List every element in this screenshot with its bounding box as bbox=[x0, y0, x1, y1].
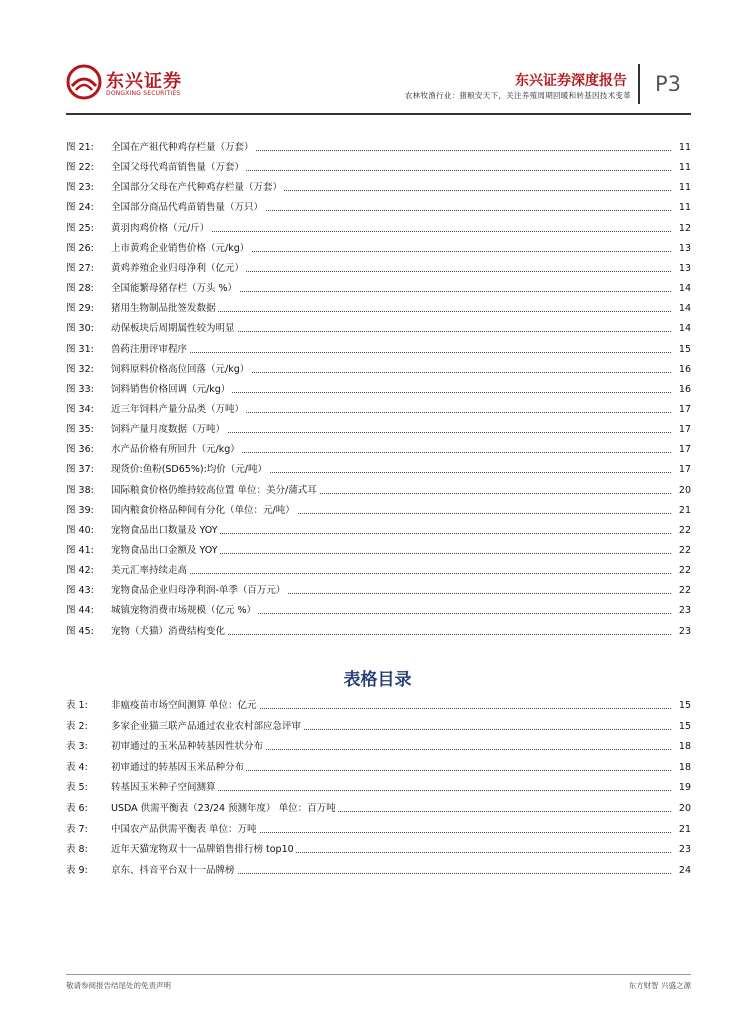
page-number: P3 bbox=[655, 72, 682, 96]
toc-entry-page: 12 bbox=[678, 222, 691, 234]
toc-entry-label: 图 24: bbox=[66, 202, 94, 214]
toc-entry-title: 多家企业猫三联产品通过农业农村部应急评审 bbox=[111, 720, 302, 732]
header-divider bbox=[638, 64, 640, 104]
toc-entry-page: 19 bbox=[678, 782, 691, 794]
toc-entry-title: 猪用生物制品批签发数据 bbox=[111, 303, 216, 315]
footer-disclaimer: 敬请参阅报告结尾处的免责声明 bbox=[66, 981, 171, 990]
toc-entry[interactable] bbox=[66, 625, 691, 639]
brand-name: 东兴证券 bbox=[106, 71, 182, 92]
toc-entry-page: 20 bbox=[678, 484, 691, 496]
toc-entry-label: 表 1: bbox=[66, 700, 88, 711]
toc-entry-title: 饲料原料价格高位回落（元/kg） bbox=[111, 363, 250, 375]
toc-entry-title: 饲料产量月度数据（万吨） bbox=[111, 424, 226, 436]
toc-entry-title: 初审通过的玉米品种转基因性状分布 bbox=[111, 741, 264, 753]
toc-entry-title: 城镇宠物消费市场规模（亿元 %） bbox=[111, 605, 257, 617]
toc-entry[interactable] bbox=[66, 740, 691, 754]
toc-entry-page: 23 bbox=[678, 605, 691, 617]
toc-entry-label: 图 40: bbox=[66, 524, 94, 536]
toc-entry-page: 17 bbox=[678, 424, 691, 436]
toc-entry-label: 图 29: bbox=[66, 303, 94, 315]
toc-entry-label: 图 38: bbox=[66, 484, 94, 496]
toc-entry-label: 表 6: bbox=[66, 803, 88, 814]
toc-entry[interactable] bbox=[66, 761, 691, 775]
toc-entry-title: 水产品价格有所回升（元/kg） bbox=[111, 444, 240, 456]
toc-entry-label: 图 36: bbox=[66, 444, 94, 456]
page-header bbox=[0, 0, 755, 118]
toc-entry-title: 京东、抖音平台双十一品牌榜 bbox=[111, 864, 235, 876]
toc-entry-title: 全国部分父母在产代种鸡存栏量（万套） bbox=[111, 182, 283, 194]
toc-entry-page: 11 bbox=[678, 182, 691, 194]
toc-entry-page: 21 bbox=[678, 823, 691, 835]
toc-entry[interactable] bbox=[66, 584, 691, 598]
toc-entry-title: 国内粮食价格品种间有分化（单位：元/吨） bbox=[111, 504, 295, 516]
toc-entry-title: 全国在产祖代种鸡存栏量（万套） bbox=[111, 142, 254, 153]
toc-entry-title: 近三年饲料产量分品类（万吨） bbox=[111, 403, 245, 415]
toc-entry[interactable] bbox=[66, 181, 691, 195]
toc-entry-label: 图 30: bbox=[66, 323, 94, 335]
toc-entry-label: 图 41: bbox=[66, 545, 94, 556]
toc-entry[interactable] bbox=[66, 564, 691, 578]
toc-entry-page: 15 bbox=[678, 343, 691, 355]
toc-entry-page: 13 bbox=[678, 262, 691, 274]
toc-entry-page: 17 bbox=[678, 403, 691, 415]
toc-entry[interactable] bbox=[66, 544, 691, 558]
header-rule bbox=[66, 113, 691, 115]
tables-section-title: 表格目录 bbox=[343, 670, 412, 690]
toc-leader-dots bbox=[111, 573, 671, 574]
toc-entry[interactable] bbox=[66, 720, 691, 734]
toc-entry-page: 17 bbox=[678, 464, 691, 476]
footer-rule bbox=[66, 974, 691, 975]
toc-entry-label: 图 32: bbox=[66, 363, 94, 375]
toc-entry[interactable] bbox=[66, 282, 691, 296]
toc-entry-label: 表 8: bbox=[66, 844, 88, 856]
toc-entry-title: 全国能繁母猪存栏（万头 %） bbox=[111, 283, 238, 295]
toc-entry-title: 初审通过的转基因玉米品种分布 bbox=[111, 761, 245, 773]
brand-name-en: DONGXING SECURITIES bbox=[106, 90, 181, 97]
toc-entry-title: 全国部分商品代鸡苗销售量（万只） bbox=[111, 202, 264, 214]
toc-entry-label: 图 37: bbox=[66, 464, 94, 476]
toc-entry-title: 宠物食品企业归母净利润-单季（百万元） bbox=[111, 585, 286, 597]
toc-entry-label: 图 44: bbox=[66, 605, 94, 617]
toc-entry-page: 17 bbox=[678, 444, 691, 456]
toc-entry-label: 图 22: bbox=[66, 162, 94, 174]
toc-entry-page: 16 bbox=[678, 383, 691, 395]
toc-entry-label: 图 35: bbox=[66, 424, 94, 436]
toc-entry[interactable] bbox=[66, 864, 691, 878]
toc-entry-page: 23 bbox=[678, 844, 691, 856]
report-title: 东兴证券深度报告 bbox=[515, 73, 627, 89]
toc-entry[interactable] bbox=[66, 802, 691, 816]
toc-entry-title: 宠物食品出口数量及 YOY bbox=[111, 524, 218, 536]
toc-entry-label: 图 23: bbox=[66, 182, 94, 194]
toc-entry-page: 21 bbox=[678, 504, 691, 516]
toc-entry-title: 动保板块后周期属性较为明显 bbox=[111, 323, 235, 335]
toc-entry-title: 转基因玉米种子空间测算 bbox=[111, 782, 216, 794]
toc-entry[interactable] bbox=[66, 302, 691, 316]
toc-entry-label: 图 21: bbox=[66, 142, 94, 153]
toc-entry-title: 美元汇率持续走高 bbox=[111, 565, 188, 577]
toc-entry[interactable] bbox=[66, 423, 691, 437]
toc-entry-page: 11 bbox=[678, 142, 691, 153]
toc-entry[interactable] bbox=[66, 141, 691, 155]
toc-entry-page: 24 bbox=[678, 864, 691, 876]
toc-entry[interactable] bbox=[66, 781, 691, 795]
toc-entry-label: 图 39: bbox=[66, 504, 94, 516]
toc-entry-title: 饲料销售价格回调（元/kg） bbox=[111, 383, 231, 395]
toc-entry-title: 中国农产品供需平衡表 单位：万吨 bbox=[111, 823, 257, 835]
toc-entry[interactable] bbox=[66, 524, 691, 538]
toc-entry[interactable] bbox=[66, 383, 691, 397]
toc-entry-label: 表 9: bbox=[66, 864, 88, 876]
toc-entry-title: 非瘟疫苗市场空间测算 单位：亿元 bbox=[111, 700, 257, 711]
toc-entry[interactable] bbox=[66, 403, 691, 417]
toc-entry-page: 22 bbox=[678, 585, 691, 597]
toc-entry[interactable] bbox=[66, 843, 691, 857]
company-logo bbox=[66, 64, 182, 104]
toc-entry-label: 表 5: bbox=[66, 782, 88, 794]
toc-entry-label: 表 7: bbox=[66, 823, 88, 835]
toc-entry[interactable] bbox=[66, 262, 691, 276]
toc-entry-page: 22 bbox=[678, 545, 691, 556]
toc-entry-title: 黄鸡养殖企业归母净利（亿元） bbox=[111, 262, 245, 274]
toc-entry-label: 表 4: bbox=[66, 761, 88, 773]
toc-leader-dots bbox=[111, 352, 671, 353]
toc-entry-title: 国际粮食价格仍维持较高位置 单位：美分/蒲式耳 bbox=[111, 484, 317, 496]
toc-entry[interactable] bbox=[66, 343, 691, 357]
toc-entry-title: 上市黄鸡企业销售价格（元/kg） bbox=[111, 242, 250, 254]
toc-entry-page: 23 bbox=[678, 625, 691, 637]
toc-entry-title: 宠物（犬猫）消费结构变化 bbox=[111, 625, 226, 637]
toc-entry-page: 18 bbox=[678, 741, 691, 753]
toc-entry-title: 兽药注册评审程序 bbox=[111, 343, 188, 355]
toc-entry-title: 近年天猫宠物双十一品牌销售排行榜 top10 bbox=[111, 844, 294, 856]
logo-mark-icon bbox=[66, 64, 102, 100]
toc-entry-label: 图 25: bbox=[66, 222, 94, 234]
toc-entry-title: 黄羽肉鸡价格（元/斤） bbox=[111, 222, 210, 234]
toc-entry[interactable] bbox=[66, 823, 691, 837]
toc-entry-label: 图 27: bbox=[66, 262, 94, 274]
toc-entry-page: 20 bbox=[678, 803, 691, 814]
toc-entry-page: 18 bbox=[678, 761, 691, 773]
toc-entry-label: 图 31: bbox=[66, 343, 94, 355]
toc-entry-page: 11 bbox=[678, 162, 691, 174]
toc-entry-page: 15 bbox=[678, 700, 691, 711]
toc-entry-page: 13 bbox=[678, 242, 691, 254]
toc-entry-title: USDA 供需平衡表（23/24 预测年度） 单位：百万吨 bbox=[111, 803, 336, 814]
toc-entry-page: 14 bbox=[678, 303, 691, 315]
toc-entry-label: 图 43: bbox=[66, 585, 94, 597]
toc-entry-page: 22 bbox=[678, 524, 691, 536]
toc-entry[interactable] bbox=[66, 201, 691, 215]
report-subtitle: 农林牧渔行业：猪粮安天下，关注养殖周期回暖和转基因技术变革 bbox=[404, 91, 631, 100]
toc-entry-label: 图 45: bbox=[66, 625, 94, 637]
toc-entry-label: 图 42: bbox=[66, 565, 94, 577]
toc-entry[interactable] bbox=[66, 699, 691, 713]
toc-entry-label: 图 34: bbox=[66, 403, 94, 415]
toc-entry-page: 11 bbox=[678, 202, 691, 214]
toc-entry[interactable] bbox=[66, 363, 691, 377]
toc-entry-label: 表 3: bbox=[66, 741, 88, 753]
toc-entry[interactable] bbox=[66, 322, 691, 336]
toc-entry-label: 图 33: bbox=[66, 383, 94, 395]
toc-entry-title: 宠物食品出口金额及 YOY bbox=[111, 545, 218, 556]
toc-entry[interactable] bbox=[66, 463, 691, 477]
toc-entry-page: 15 bbox=[678, 720, 691, 732]
toc-entry-label: 表 2: bbox=[66, 720, 88, 732]
toc-entry-page: 14 bbox=[678, 323, 691, 335]
toc-entry-page: 14 bbox=[678, 283, 691, 295]
footer-slogan: 东方财智 兴盛之源 bbox=[628, 981, 691, 990]
toc-entry[interactable] bbox=[66, 161, 691, 175]
toc-entry[interactable] bbox=[66, 484, 691, 498]
toc-entry[interactable] bbox=[66, 222, 691, 236]
toc-entry[interactable] bbox=[66, 443, 691, 457]
toc-entry-title: 现货价:鱼粉(SD65%):均价（元/吨） bbox=[111, 464, 267, 476]
toc-entry-page: 22 bbox=[678, 565, 691, 577]
toc-entry[interactable] bbox=[66, 242, 691, 256]
toc-entry[interactable] bbox=[66, 504, 691, 518]
toc-entry-page: 16 bbox=[678, 363, 691, 375]
toc-entry-title: 全国父母代鸡苗销售量（万套） bbox=[111, 162, 245, 174]
toc-entry-label: 图 28: bbox=[66, 283, 94, 295]
toc-entry[interactable] bbox=[66, 604, 691, 618]
toc-entry-label: 图 26: bbox=[66, 242, 94, 254]
